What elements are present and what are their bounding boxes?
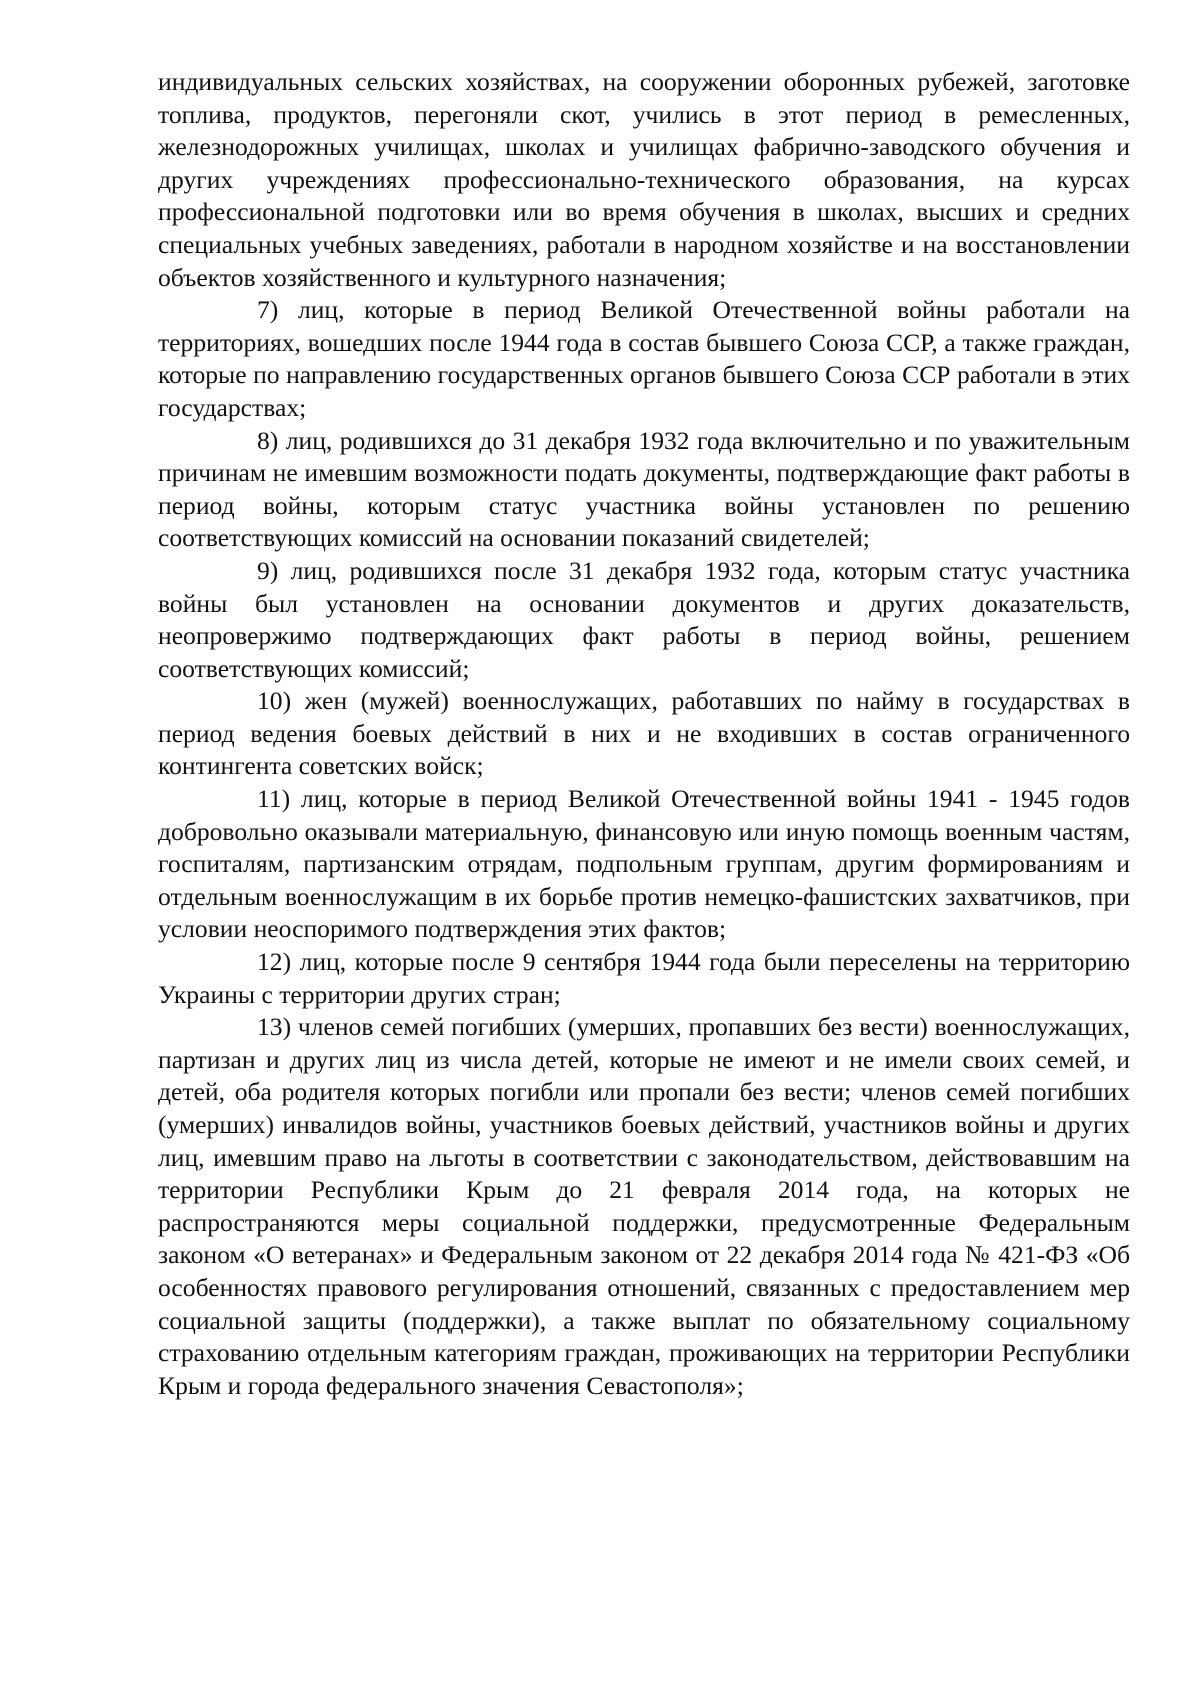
document-body [158,66,1130,1402]
paragraph-continuation: индивидуальных сельских хозяйствах, на сооружении оборонных рубежей, заготовке топлива, продуктов, перегоняли скот, учились в этот период в ремесленных, железнодорожных училищах, школах и училищах фабрично-заводского обучения и других учреждениях профессионально-технического образования, на курсах профессиональной подготовки или во время обучения в школах, высших и средних специальных учебных заведениях, работали в народном хозяйстве и на восстановлении объектов хозяйственного и культурного назначения; [158,67,1130,292]
paragraph-item-7: 7) лиц, которые в период Великой Отечественной войны работали на территориях, вошедших после 1944 года в состав бывшего Союза ССР, а также граждан, которые по направлению государственных органов бывшего Союза ССР работали в этих государствах; [158,295,1130,422]
paragraph-item-10: 10) жен (мужей) военнослужащих, работавших по найму в государствах в период ведения боевых действий в них и не входивших в состав ограниченного контингента советских войск; [158,686,1130,781]
paragraph-item-8: 8) лиц, родившихся до 31 декабря 1932 года включительно и по уважительным причинам не имевшим возможности подать документы, подтверждающие факт работы в период войны, которым статус участника войны установлен по решению соответствующих комиссий на основании показаний свидетелей; [158,425,1130,553]
paragraph-item-11: 11) лиц, которые в период Великой Отечественной войны 1941 - 1945 годов добровольно оказывали материальную, финансовую или иную помощь военным частям, госпиталям, партизанским отрядам, подпольным группам, другим формированиям и отдельным военнослужащим в их борьбе против немецко-фашистских захватчиков, при условии неоспоримого подтверждения этих фактов; [158,784,1130,944]
paragraph-item-9: 9) лиц, родившихся после 31 декабря 1932 года, которым статус участника войны был установлен на основании документов и других доказательств, неопровержимо подтверждающих факт работы в период войны, решением соответствующих комиссий; [158,555,1130,683]
paragraph-item-12: 12) лиц, которые после 9 сентября 1944 года были переселены на территорию Украины с территории других стран; [158,947,1130,1009]
paragraph-item-13: 13) членов семей погибших (умерших, пропавших без вести) военнослужащих, партизан и других лиц из числа детей, которые не имеют и не имели своих семей, и детей, оба родителя которых погибли или пропали без вести; членов семей погибших (умерших) инвалидов войны, участников боевых действий, участников войны и других лиц, имевшим право на льготы в соответствии с законодательством, действовавшим на территории Республики Крым до 21 февраля 2014 года, на которых не распространяются меры социальной поддержки, предусмотренные Федеральным законом «О ветеранах» и Федеральным законом от 22 декабря 2014 года № 421-ФЗ «Об особенностях правового регулирования отношений, связанных с предоставлением мер социальной защиты (поддержки), а также выплат по обязательному социальному страхованию отдельным категориям граждан, проживающих на территории Республики Крым и города федерального значения Севастополя»; [158,1012,1130,1400]
